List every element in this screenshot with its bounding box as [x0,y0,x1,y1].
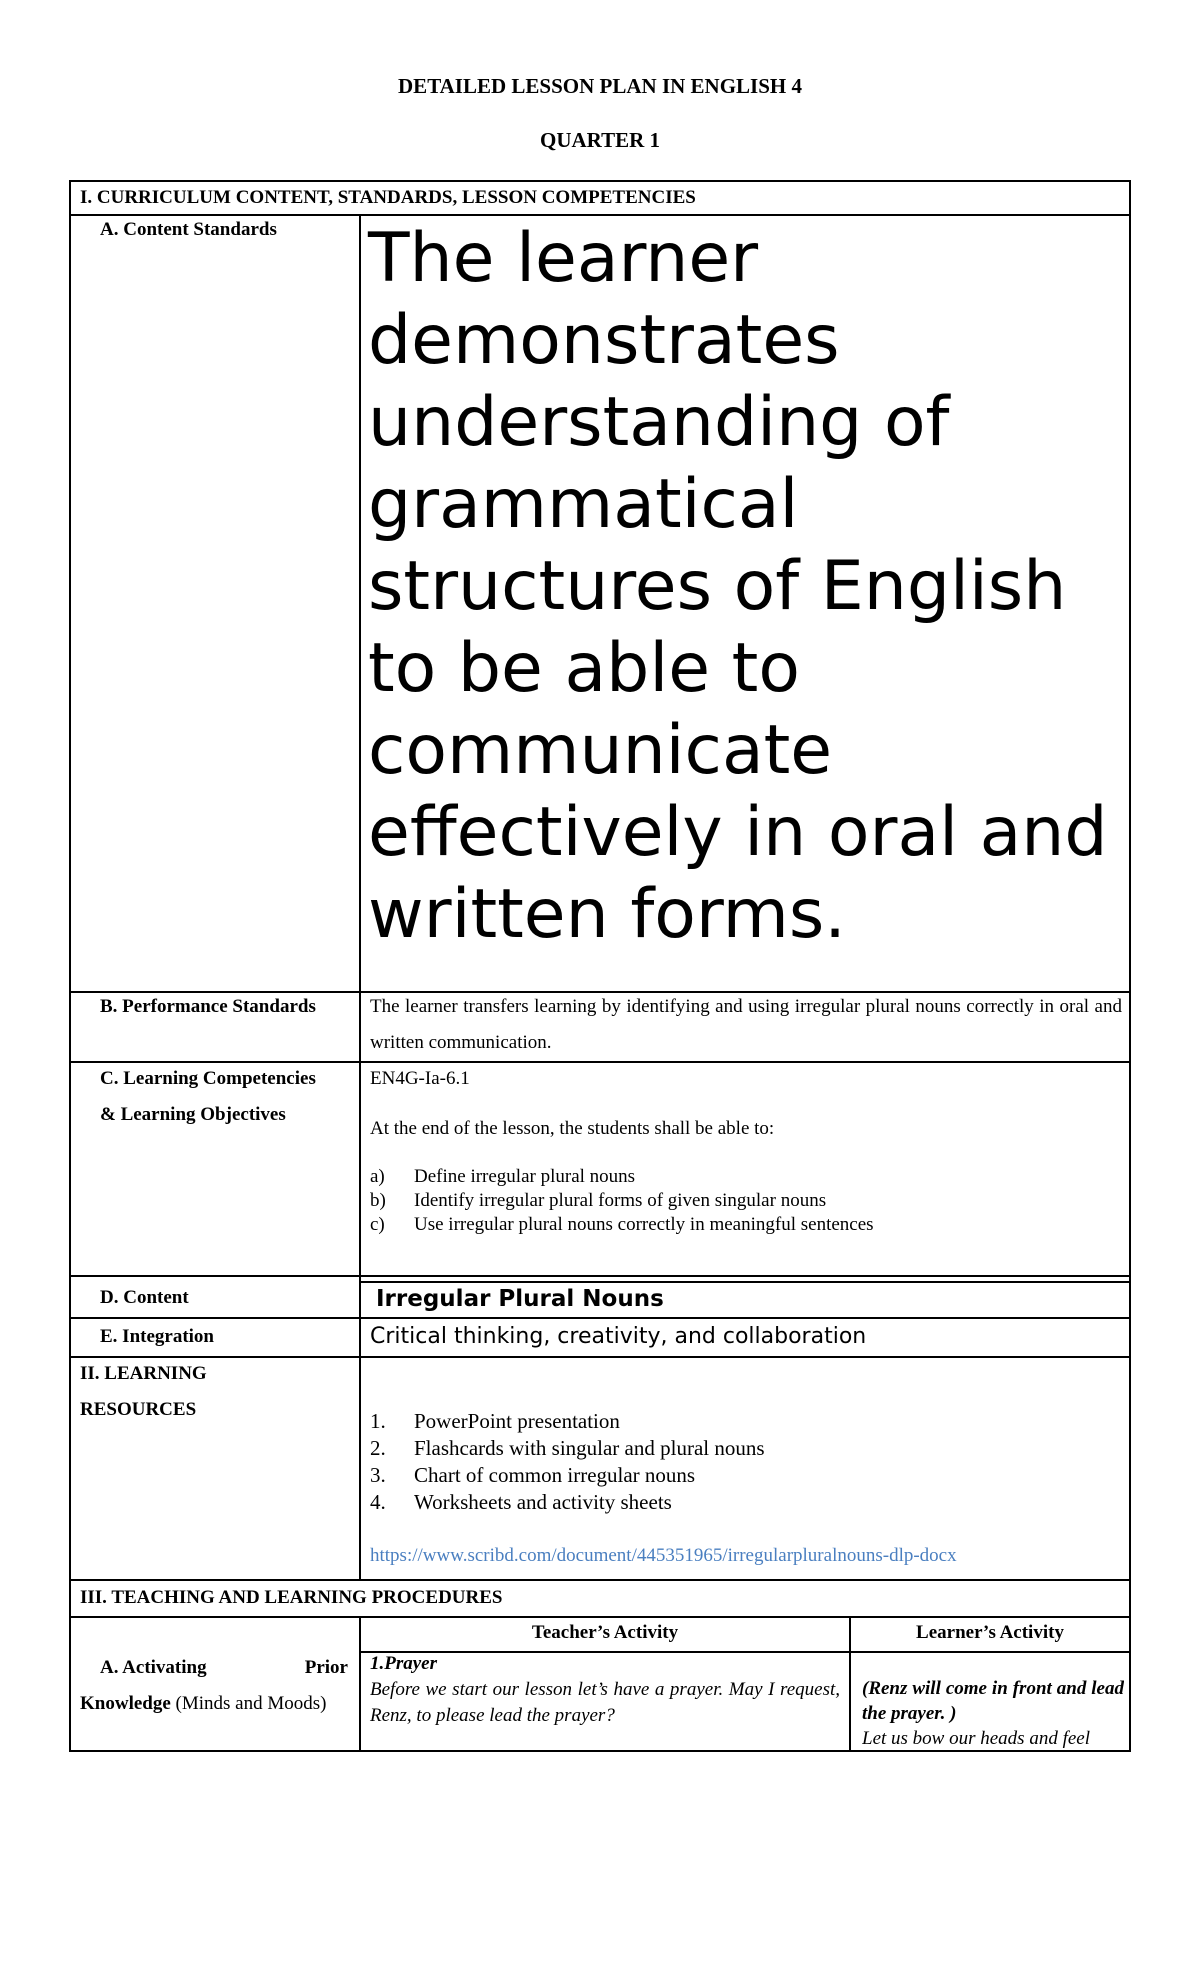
competencies-label-line2: & Learning Objectives [100,1104,286,1125]
objectives-intro: At the end of the lesson, the students shall be able to: [370,1118,775,1139]
content-text: Irregular Plural Nouns [376,1286,664,1312]
competencies-label-line1: C. Learning Competencies [100,1068,316,1089]
section2-heading-line2: RESOURCES [80,1399,197,1420]
list-item: c) Use irregular plural nouns correctly in meaningful sentences [370,1214,874,1235]
teacher-activity-heading: 1.Prayer [370,1653,438,1674]
competency-code: EN4G-Ia-6.1 [370,1068,470,1089]
list-item: 3. Chart of common irregular nouns [370,1463,696,1487]
section1-heading: I. CURRICULUM CONTENT, STANDARDS, LESSON COMPETENCIES [80,187,696,208]
activating-label-knowledge: Knowledge [80,1693,171,1714]
activating-label-a: A. Activating [100,1657,207,1678]
teacher-activity-text: Before we start our lesson let’s have a prayer. May I request, Renz, to please lead the prayer? [370,1679,840,1726]
quarter-title: QUARTER 1 [539,128,661,152]
integration-label: E. Integration [100,1326,214,1347]
teacher-activity-header: Teacher’s Activity [531,1622,679,1643]
content-label: D. Content [100,1287,189,1308]
learner-activity-bold: (Renz will come in front and lead the prayer. ) [862,1678,1124,1724]
content-standards-text: The learner demonstrates understanding of grammatical structures of English to be able to communicate effectively in oral and written forms. [368,219,1108,954]
learner-activity-text: Let us bow our heads and feel [862,1728,1090,1748]
activating-label [80,1650,348,1722]
document-title: DETAILED LESSON PLAN IN ENGLISH 4 [398,74,802,98]
resource-link-row [370,1538,1122,1574]
section2-heading-line1: II. LEARNING [80,1363,207,1384]
competencies-label [100,1061,316,1133]
objectives-list [370,1165,1122,1237]
section3-heading: III. TEACHING AND LEARNING PROCEDURES [80,1587,503,1608]
list-item: 4. Worksheets and activity sheets [370,1490,672,1514]
integration-text: Critical thinking, creativity, and collaboration [370,1324,867,1349]
resource-link[interactable]: https://www.scribd.com/document/445351965/irregularpluralnouns-dlp-docx [370,1545,957,1566]
section2-heading [80,1356,207,1428]
activating-label-rest: (Minds and Moods) [170,1693,327,1714]
performance-standards-text: The learner transfers learning by identifying and using irregular plural nouns correctly in oral and written communication. [370,996,1122,1053]
teacher-activity-cell [370,1651,840,1729]
content-standards-label: A. Content Standards [100,219,277,240]
learner-activity-header: Learner’s Activity [916,1622,1064,1643]
learner-activity-cell [862,1676,1124,1748]
activating-label-prior: Prior [304,1657,348,1678]
performance-standards-label: B. Performance Standards [100,996,316,1017]
list-item: 2. Flashcards with singular and plural nouns [370,1436,765,1460]
competencies-body [370,1061,1122,1237]
list-item: 1. PowerPoint presentation [370,1409,620,1433]
resources-body [370,1408,1122,1574]
list-item: a) Define irregular plural nouns [370,1166,636,1187]
resources-list [370,1408,1122,1516]
list-item: b) Identify irregular plural forms of given singular nouns [370,1190,827,1211]
